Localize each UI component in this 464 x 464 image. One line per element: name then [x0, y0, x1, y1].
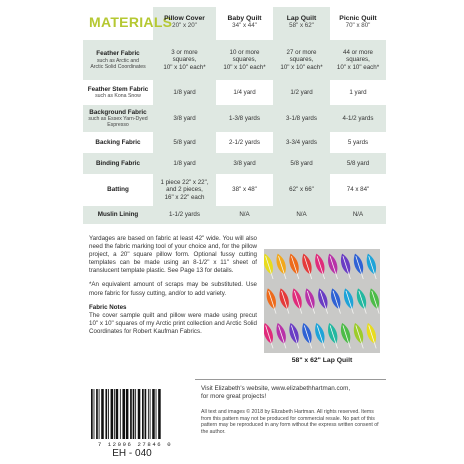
table-cell: 3 or more squares, 10" x 10" each*: [153, 40, 216, 80]
row-name: Feather Fabric: [96, 50, 140, 58]
barcode-bar: [96, 389, 98, 439]
table-cell: 1 piece 22" x 22", and 2 pieces, 16" x 22" each: [153, 174, 216, 206]
table-cell: 3-1/8 yards: [273, 105, 330, 132]
barcode-bar: [101, 389, 104, 439]
upc-barcode: [87, 389, 182, 441]
barcode-bar: [91, 389, 93, 439]
quilt-photo: [264, 249, 380, 353]
barcode-bar: [133, 389, 135, 439]
table-cell: 1/2 yard: [273, 80, 330, 105]
table-cell: 1/8 yard: [153, 80, 216, 105]
table-cell: N/A: [216, 206, 273, 224]
table-row: [83, 132, 386, 153]
column-name: Baby Quilt: [227, 15, 262, 22]
materials-title: MATERIALS: [89, 14, 173, 30]
barcode-bar: [135, 389, 136, 439]
row-name: Batting: [107, 186, 129, 194]
table-cell: 1/4 yard: [233, 88, 256, 96]
table-cell: 5/8 yard: [273, 153, 330, 174]
barcode-bar: [148, 389, 149, 439]
table-cell: 10 or more squares, 10" x 10" each*: [216, 40, 273, 80]
table-cell: 5 yards: [347, 138, 369, 146]
column-name: Lap Quilt: [286, 15, 317, 22]
table-row: [83, 80, 386, 105]
barcode-bar: [158, 389, 161, 439]
scraps-note: *An equivalent amount of scraps may be substituted. Use more fabric for fussy cutting, and/or to add variety.: [89, 281, 257, 297]
barcode-bar: [99, 389, 100, 439]
pattern-back-cover: [83, 7, 386, 458]
visit-line-2: for more great projects!: [201, 393, 267, 400]
barcode-bar: [126, 389, 129, 439]
barcode-bar: [150, 389, 151, 439]
table-row: [83, 174, 386, 206]
pattern-sku: EH - 040: [112, 448, 152, 459]
materials-header-row: [83, 7, 386, 40]
quilt-illustration: [264, 249, 380, 353]
table-cell: 3-3/4 yards: [273, 132, 330, 153]
table-cell: 4-1/2 yards: [330, 105, 386, 132]
table-cell: 44 or more squares, 10" x 10" each*: [330, 40, 386, 80]
barcode-bar: [120, 389, 121, 439]
row-subtitle: such as Arctic and Arctic Solid Coordinates: [90, 57, 146, 70]
table-cell: 1-1/2 yards: [153, 206, 216, 224]
table-cell: 74 x 84": [346, 186, 370, 194]
barcode-bar: [138, 389, 141, 439]
column-size: 58" x 62": [289, 22, 314, 30]
table-cell: N/A: [273, 206, 330, 224]
table-cell: 5/8 yard: [153, 132, 216, 153]
table-cell: 3/8 yard: [216, 153, 273, 174]
footer-divider: [195, 379, 386, 380]
column-name: Pillow Cover: [164, 15, 205, 22]
barcode-bar: [116, 389, 119, 439]
table-cell: 3/8 yard: [153, 105, 216, 132]
table-row: [83, 40, 386, 80]
table-row: [83, 153, 386, 174]
barcode-number: 7 12096 27846 0: [97, 441, 173, 448]
table-cell: 38" x 48": [232, 186, 257, 194]
barcode-bar: [111, 389, 114, 439]
column-size: 20" x 20": [172, 22, 197, 30]
row-name: Binding Fabric: [95, 159, 141, 167]
copyright-notice: All text and images © 2018 by Elizabeth Hartman. All rights reserved. Items from this pattern may not be produced for commercial resale. No part of this pattern may be reproduced in any form without the express written consent of the author.: [201, 409, 379, 435]
table-cell: N/A: [330, 206, 386, 224]
fabric-notes-text: The cover sample quilt and pillow were made using precut 10" x 10" squares of my Arctic print collection and Arctic Solid Coordinates for Robert Kaufman Fabrics.: [89, 311, 257, 335]
table-cell: 2-1/2 yards: [229, 138, 260, 146]
quilt-caption: 58" x 62" Lap Quilt: [291, 357, 353, 364]
barcode-bar: [145, 389, 147, 439]
column-name: Picnic Quilt: [339, 15, 377, 22]
table-row: [83, 105, 386, 132]
barcode-bar: [156, 389, 157, 439]
visit-line-1: Visit Elizabeth's website, www.elizabethhartman.com,: [201, 385, 351, 392]
barcode-bar: [108, 389, 109, 439]
row-subtitle: such as Kona Snow: [95, 93, 141, 100]
row-name: Background Fabric: [89, 108, 147, 116]
table-cell: 62" x 66": [273, 174, 330, 206]
pattern-notes: [89, 235, 257, 342]
column-size: 70" x 80": [345, 22, 371, 30]
column-size: 34" x 44": [232, 22, 257, 30]
barcode-bar: [114, 389, 115, 439]
fabric-notes-heading: Fabric Notes: [89, 303, 127, 311]
table-cell: 1/8 yard: [153, 153, 216, 174]
barcode-bar: [152, 389, 155, 439]
visit-website-text: [201, 385, 383, 401]
table-cell: 27 or more squares, 10" x 10" each*: [273, 40, 330, 80]
barcode-bar: [122, 389, 125, 439]
materials-table: [83, 7, 386, 224]
row-name: Backing Fabric: [95, 138, 141, 146]
row-name: Muslin Lining: [97, 211, 139, 219]
row-subtitle: such as Essex Yarn-Dyed Espresso: [88, 116, 148, 129]
barcode-bar: [142, 389, 144, 439]
barcode-bar: [105, 389, 107, 439]
barcode-bar: [94, 389, 95, 439]
barcode-bar: [130, 389, 132, 439]
row-name: Feather Stem Fabric: [87, 85, 149, 93]
table-cell: 1-3/8 yards: [216, 105, 273, 132]
yardage-note: Yardages are based on fabric at least 42" wide. You will also need the fabric marking tool of your choice and, for the pillow project, a 20" square pillow form. Optional fussy cutting templates can be made using an 8-1/2" x 11" sheet of translucent template plastic. See Page 13 for details.: [89, 235, 257, 275]
table-cell: 1 yard: [349, 88, 367, 96]
table-cell: 5/8 yard: [330, 153, 386, 174]
table-row: [83, 206, 386, 224]
